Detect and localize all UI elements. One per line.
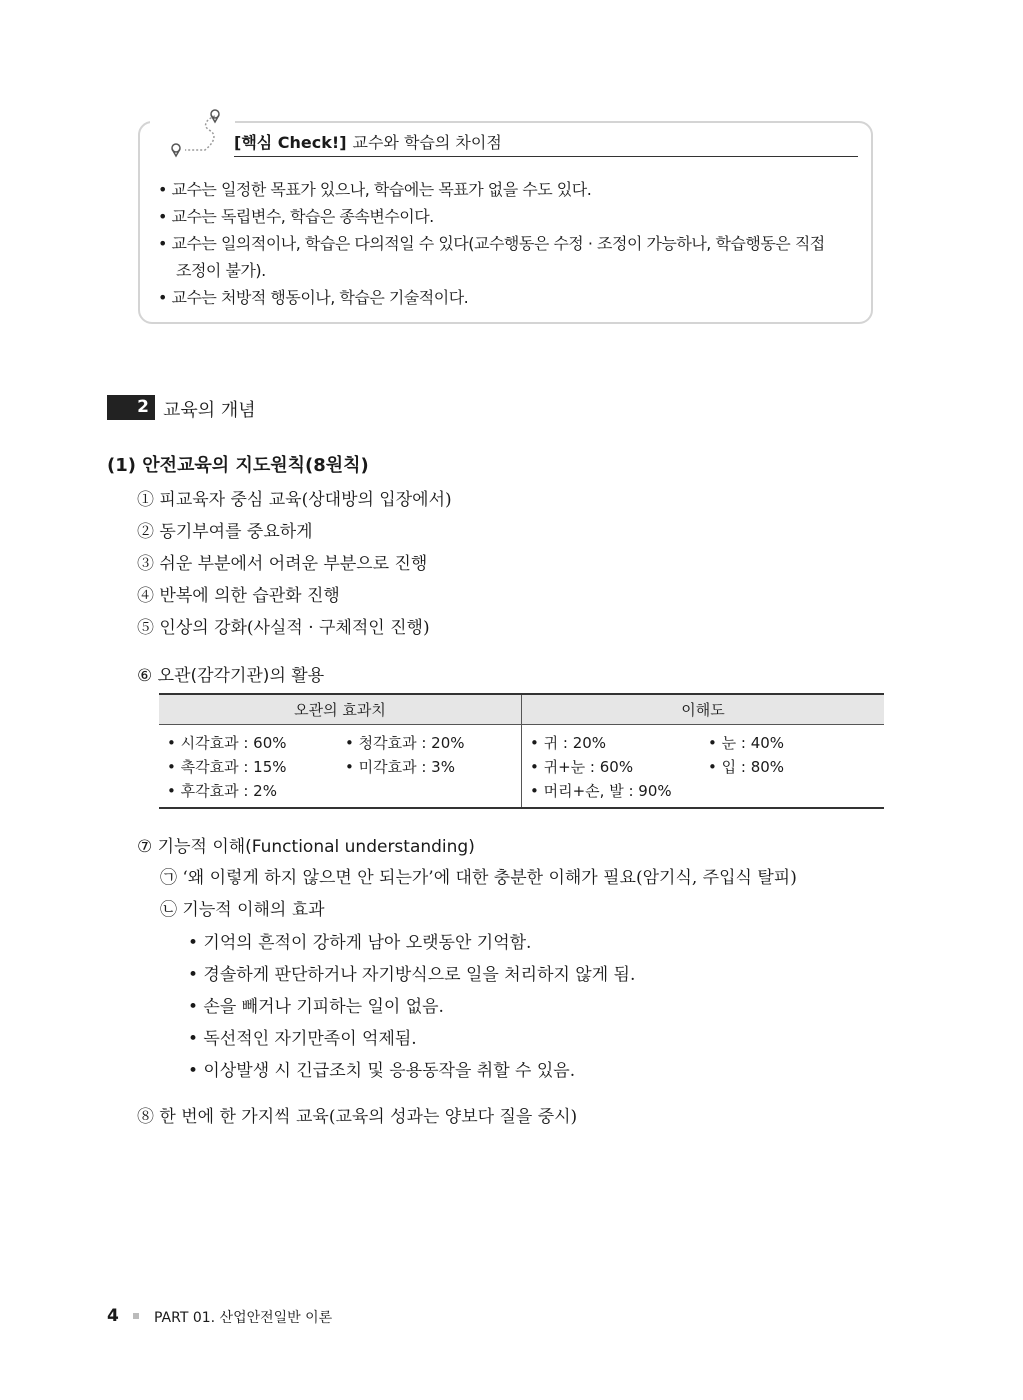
effect-item: • 경솔하게 판단하거나 자기방식으로 일을 처리하지 않게 됨. — [188, 965, 636, 985]
check-title-label: [핵심 Check!] — [234, 133, 347, 152]
check-subtitle: 교수와 학습의 차이점 — [352, 133, 502, 152]
check-item-continuation: 조정이 불가). — [176, 261, 266, 280]
principle-item: ④ 반복에 의한 습관화 진행 — [137, 586, 340, 606]
principle-item: ⑥ 오관(감각기관)의 활용 — [137, 666, 325, 686]
check-item: • 교수는 독립변수, 학습은 종속변수이다. — [158, 207, 434, 226]
table-header: 이해도 — [522, 694, 885, 725]
subsection-title: (1) 안전교육의 지도원칙(8원칙) — [107, 455, 369, 476]
section-number-badge: 2 — [107, 395, 155, 420]
check-item: • 교수는 일의적이나, 학습은 다의적일 수 있다(교수행동은 수정 · 조정이 가능하나, 학습행동은 직접 — [158, 234, 825, 253]
page-number: 4 — [107, 1306, 119, 1326]
table-header: 오관의 효과치 — [159, 694, 522, 725]
principle-item: ① 피교육자 중심 교육(상대방의 입장에서) — [137, 490, 452, 510]
principle-item: ② 동기부여를 중요하게 — [137, 522, 313, 542]
table-value: • 귀 : 20% — [530, 734, 607, 752]
table-value: • 후각효과 : 2% — [167, 782, 277, 800]
effect-item: • 기억의 흔적이 강하게 남아 오랫동안 기억함. — [188, 933, 532, 953]
table-cell — [522, 725, 885, 809]
effect-item: • 독선적인 자기만족이 억제됨. — [188, 1029, 417, 1049]
check-item: • 교수는 일정한 목표가 있으나, 학습에는 목표가 없을 수도 있다. — [158, 180, 592, 199]
check-item: • 교수는 처방적 행동이나, 학습은 기술적이다. — [158, 288, 469, 307]
table-value: • 시각효과 : 60% — [167, 734, 287, 752]
table-value: • 눈 : 40% — [708, 734, 785, 752]
footer-separator — [133, 1313, 139, 1319]
check-divider — [234, 156, 858, 157]
table-value: • 입 : 80% — [708, 758, 785, 776]
principle-item: ⑦ 기능적 이해(Functional understanding) — [137, 837, 475, 857]
sub-item: ㉠ ‘왜 이렇게 하지 않으면 안 되는가’에 대한 충분한 이해가 필요(암기식, 주입식 탈피) — [160, 868, 797, 888]
table-value: • 귀+눈 : 60% — [530, 758, 634, 776]
footer-part-title: PART 01. 산업안전일반 이론 — [154, 1310, 333, 1326]
table-value: • 미각효과 : 3% — [345, 758, 455, 776]
check-list — [158, 176, 858, 311]
principle-item: ⑧ 한 번에 한 가지씩 교육(교육의 성과는 양보다 질을 중시) — [137, 1107, 578, 1127]
table-value: • 촉각효과 : 15% — [167, 758, 287, 776]
section-title: 교육의 개념 — [163, 400, 256, 421]
table-value: • 청각효과 : 20% — [345, 734, 465, 752]
effect-item: • 손을 빼거나 기피하는 일이 없음. — [188, 997, 444, 1017]
principle-item: ⑤ 인상의 강화(사실적 · 구체적인 진행) — [137, 618, 430, 638]
check-title — [234, 130, 502, 153]
effect-item: • 이상발생 시 긴급조치 및 응용동작을 취할 수 있음. — [188, 1061, 576, 1081]
table-value — [345, 779, 515, 803]
table-value: • 머리+손, 발 : 90% — [530, 782, 672, 800]
table-cell — [159, 725, 522, 809]
principle-item: ③ 쉬운 부분에서 어려운 부분으로 진행 — [137, 554, 428, 574]
sub-item: ㉡ 기능적 이해의 효과 — [160, 900, 325, 920]
route-icon — [165, 106, 235, 160]
senses-table — [159, 693, 884, 809]
table-value — [708, 779, 878, 803]
